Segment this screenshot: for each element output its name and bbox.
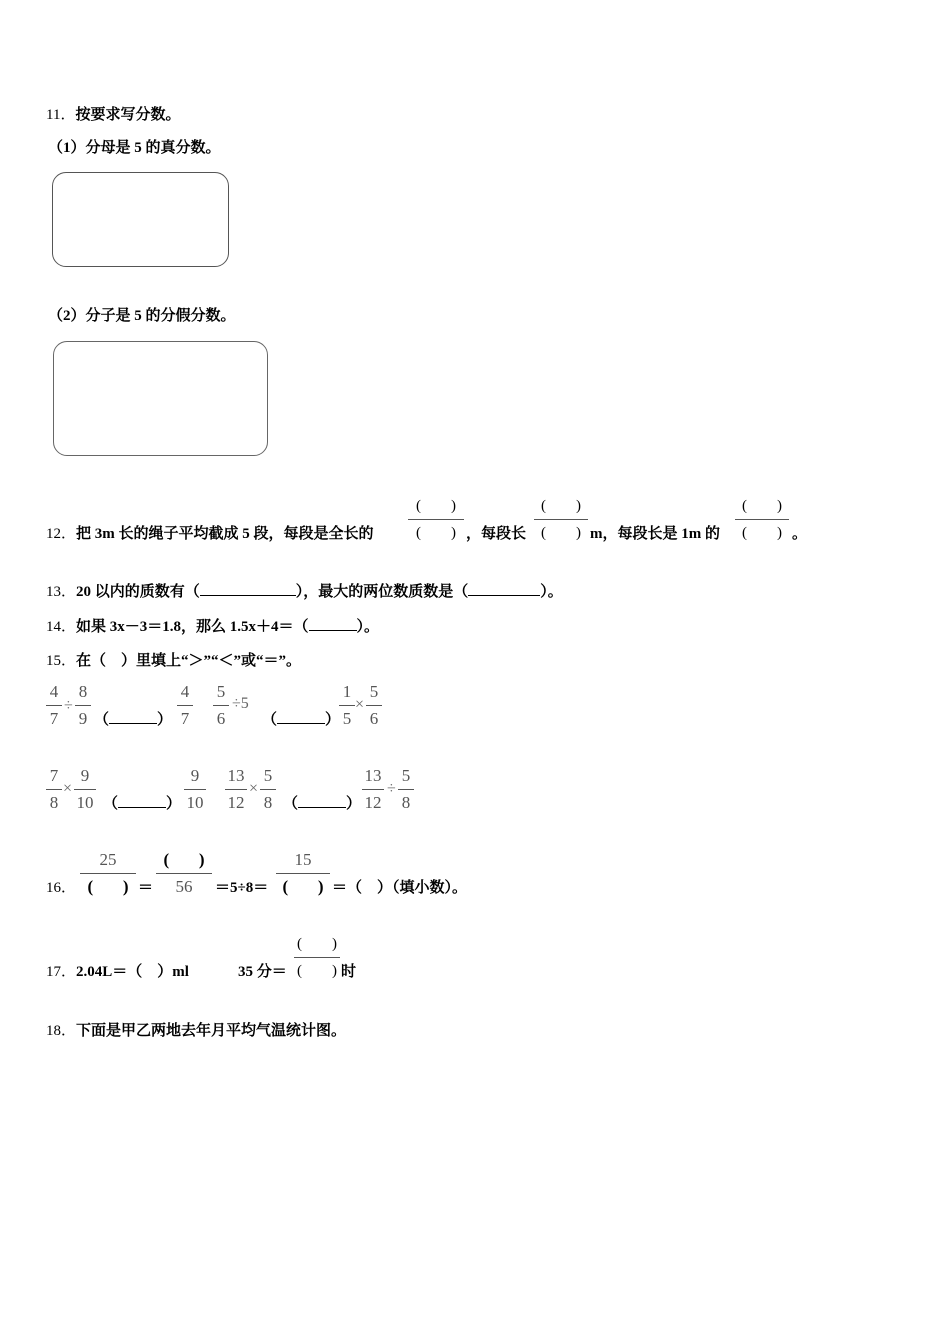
fraction-bar: [213, 705, 229, 706]
q15-r1a-blank[interactable]: [109, 709, 157, 724]
q12-number: 12．: [46, 526, 77, 542]
open-paren: （: [94, 712, 110, 728]
denominator: 10: [186, 793, 204, 812]
q17-line: [46, 960, 189, 981]
close-paren: ）: [325, 712, 341, 728]
denominator: 9: [78, 709, 88, 728]
q15-r2b-right-fraction: [260, 767, 276, 812]
q16-tail: ＝（ ）（填小数）。: [332, 880, 468, 896]
q15-r2a-left-fraction: [46, 767, 62, 812]
fraction-bar: [735, 519, 789, 520]
q12-text-c: m，每段长是 1m 的: [590, 526, 720, 542]
numerator: 9: [190, 766, 200, 785]
numerator: 8: [78, 682, 88, 701]
q17-fraction[interactable]: [294, 935, 340, 980]
q15-r2b-cmp2-fraction: [398, 767, 414, 812]
q16-f1-denominator[interactable]: [80, 878, 136, 896]
fraction-bar: [225, 789, 247, 790]
numerator: 1: [342, 682, 352, 701]
q13-text-a: 20 以内的质数有（: [76, 584, 200, 600]
q16-eq: ＝: [138, 880, 154, 896]
denominator: 8: [263, 793, 273, 812]
close-paren: ）: [166, 796, 182, 812]
fraction-bar: [366, 705, 382, 706]
open-paren: （: [283, 796, 299, 812]
q13-blank-1[interactable]: [200, 581, 296, 596]
q17-number: 17．: [46, 964, 77, 980]
q15-r2a-compare: [103, 792, 181, 813]
q15-r1a-left-fraction: [46, 683, 62, 728]
close-paren: ）: [346, 796, 362, 812]
q16-fraction-1[interactable]: [80, 851, 136, 896]
q15-r2b-operator: ×: [249, 780, 259, 797]
q16-f3-denominator[interactable]: [276, 878, 330, 896]
denominator: 10: [76, 793, 94, 812]
q11-line: [46, 103, 180, 124]
close-paren: ): [122, 877, 129, 896]
fraction-bar: [362, 789, 384, 790]
numerator: 5: [369, 682, 379, 701]
q13-line: [46, 580, 563, 601]
q12-f1-numerator[interactable]: ( ): [416, 498, 456, 514]
q15-r1b-operator: ÷5: [232, 695, 249, 712]
q15-r1a-right-fraction: [75, 683, 91, 728]
q12-f3-denominator[interactable]: ( ): [742, 525, 782, 541]
numerator: 4: [49, 682, 59, 701]
fraction-bar: [184, 789, 206, 790]
q12-f1-denominator[interactable]: ( ): [416, 525, 456, 541]
q15-r1a-cmp-fraction: [177, 683, 193, 728]
q12-fraction-3[interactable]: [735, 497, 789, 542]
q12-fraction-1[interactable]: [408, 497, 464, 542]
fraction-bar: [46, 705, 62, 706]
fraction-bar: [177, 705, 193, 706]
q17-numerator[interactable]: ( ): [297, 936, 337, 952]
q16-fraction-3[interactable]: [276, 851, 330, 896]
numerator: 5: [263, 766, 273, 785]
q12-text-b: ，每段长: [466, 526, 527, 542]
q12-text-d: 。: [792, 526, 808, 542]
fraction-bar: [260, 789, 276, 790]
numerator: 4: [180, 682, 190, 701]
q12-text-a: 把 3m 长的绳子平均截成 5 段，每段是全长的: [76, 526, 374, 542]
q16-mid: ＝5÷8＝: [215, 880, 269, 896]
denominator: 8: [401, 793, 411, 812]
q11-answer-box-1[interactable]: [52, 172, 229, 267]
q15-r1b-compare: [262, 708, 340, 729]
open-paren: (: [163, 850, 170, 869]
close-paren: ): [317, 877, 324, 896]
fraction-bar: [80, 873, 136, 874]
denominator: 5: [342, 709, 352, 728]
denominator: 12: [364, 793, 382, 812]
q15-r2b-compare: [283, 792, 361, 813]
q13-text-c: ）。: [540, 584, 563, 600]
q12-f2-denominator[interactable]: ( ): [541, 525, 581, 541]
q15-number: 15．: [46, 653, 77, 669]
close-paren: ): [198, 850, 205, 869]
q11-part2: （2）分子是 5 的分假分数。: [48, 308, 236, 324]
q14-text-a: 如果 3x－3＝1.8，那么 1.5x＋4＝（: [76, 619, 309, 635]
q15-r1a-compare: [94, 708, 172, 729]
q15-r1b-blank[interactable]: [277, 709, 325, 724]
q15-r2b-left-fraction: [225, 767, 247, 812]
numerator: 13: [364, 766, 382, 785]
denominator: 12: [227, 793, 245, 812]
open-paren: （: [262, 712, 278, 728]
denominator: 6: [369, 709, 379, 728]
q15-r2b-blank[interactable]: [298, 793, 346, 808]
close-paren: ）: [157, 712, 173, 728]
q13-blank-2[interactable]: [468, 581, 540, 596]
q15-r1b-cmp-operator: ×: [355, 696, 365, 713]
denominator: 7: [180, 709, 190, 728]
q12-fraction-2[interactable]: [534, 497, 588, 542]
q15-r2a-blank[interactable]: [118, 793, 166, 808]
fraction-bar: [294, 957, 340, 958]
open-paren: (: [282, 877, 289, 896]
q11-number: 11．: [46, 107, 76, 123]
q12-f3-numerator[interactable]: ( ): [742, 498, 782, 514]
numerator: 5: [216, 682, 226, 701]
q15-r1b-cmp-fraction: [339, 683, 355, 728]
q11-part1: （1）分母是 5 的真分数。: [48, 140, 221, 156]
fraction-bar: [339, 705, 355, 706]
q15-r2a-right-fraction: [74, 767, 96, 812]
fraction-bar: [534, 519, 588, 520]
numerator: 13: [227, 766, 245, 785]
q15-r2a-operator: ×: [63, 780, 73, 797]
q14-text-b: ）。: [356, 619, 380, 635]
q16-number: 16．: [46, 880, 77, 896]
q14-line: [46, 615, 379, 636]
denominator: 8: [49, 793, 59, 812]
q11-answer-box-2[interactable]: [53, 341, 268, 456]
q16-f1-numerator: 25: [99, 850, 117, 869]
q16-f2-numerator[interactable]: [156, 851, 212, 869]
numerator: 9: [80, 766, 90, 785]
q17-text-c: 时: [341, 964, 357, 980]
q13-text-b: ），最大的两位数质数是（: [295, 584, 469, 600]
q17-text-b: 35 分＝: [238, 964, 287, 980]
q14-blank[interactable]: [309, 616, 357, 631]
q17-text-a: 2.04L＝（ ）ml: [76, 964, 189, 980]
q15-r2a-cmp-fraction: [184, 767, 206, 812]
open-paren: （: [103, 796, 119, 812]
denominator: 6: [216, 709, 226, 728]
q16-f3-numerator: 15: [294, 850, 312, 869]
q15-r1b-left-fraction: [213, 683, 229, 728]
q15-line: [46, 649, 301, 670]
q18-line: [46, 1019, 346, 1040]
q12-line: [46, 522, 374, 543]
denominator: 7: [49, 709, 59, 728]
q11-text: 按要求写分数。: [75, 107, 181, 123]
fraction-bar: [75, 705, 91, 706]
fraction-bar: [276, 873, 330, 874]
q18-number: 18．: [46, 1023, 77, 1039]
q15-r2b-cmp-fraction: [362, 767, 384, 812]
numerator: 5: [401, 766, 411, 785]
q15-text: 在（ ）里填上“＞”“＜”或“＝”。: [76, 653, 302, 669]
fraction-bar: [74, 789, 96, 790]
q14-number: 14．: [46, 619, 77, 635]
fraction-bar: [156, 873, 212, 874]
q15-r1a-operator: ÷: [64, 697, 73, 714]
q12-f2-numerator[interactable]: ( ): [541, 498, 581, 514]
fraction-bar: [408, 519, 464, 520]
fraction-bar: [398, 789, 414, 790]
q15-r1b-cmp2-fraction: [366, 683, 382, 728]
q16-fraction-2[interactable]: [156, 851, 212, 896]
q15-r2b-cmp-operator: ÷: [387, 780, 396, 797]
q18-text: 下面是甲乙两地去年月平均气温统计图。: [76, 1023, 347, 1039]
q13-number: 13．: [46, 584, 77, 600]
q17-denominator[interactable]: ( ): [297, 963, 337, 979]
open-paren: (: [87, 877, 94, 896]
numerator: 7: [49, 766, 59, 785]
q16-f2-denominator: 56: [175, 877, 193, 896]
fraction-bar: [46, 789, 62, 790]
